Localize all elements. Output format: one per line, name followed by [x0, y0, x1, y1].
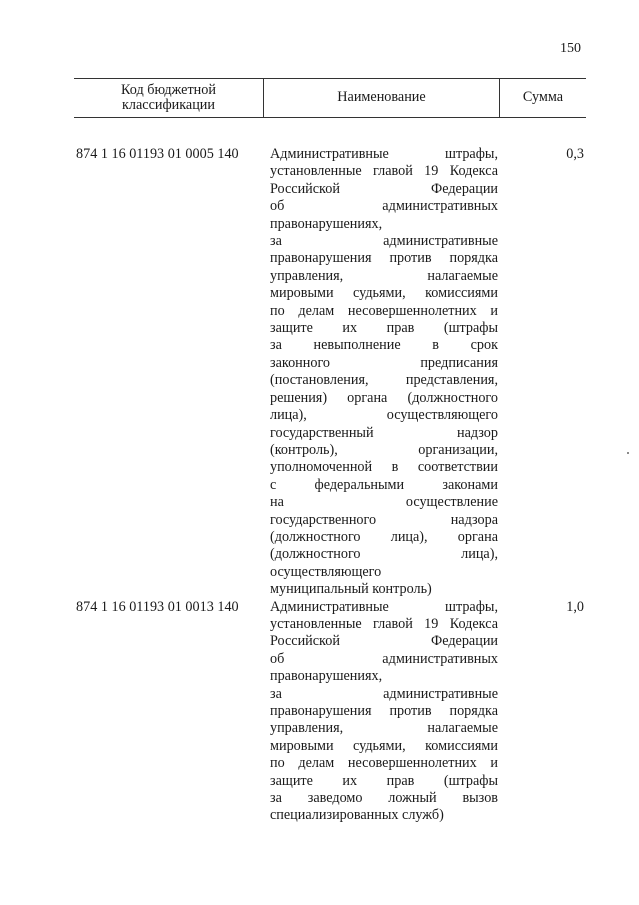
name-line: за административные [270, 233, 498, 250]
name-line: на осуществление [270, 494, 498, 511]
row-code: 874 1 16 01193 01 0005 140 [76, 146, 239, 162]
name-line: государственный надзор [270, 424, 498, 441]
row-sum: 0,3 [566, 146, 584, 162]
name-line: установленные главой 19 Кодекса [270, 615, 498, 632]
name-line: государственного надзора [270, 511, 498, 528]
name-line: лица), осуществляющего [270, 407, 498, 424]
row-sum: 1,0 [566, 598, 584, 615]
header-name: Наименование [264, 79, 500, 117]
name-line: по делам несовершеннолетних и [270, 302, 498, 319]
budget-table [74, 78, 586, 825]
row-name [266, 599, 498, 825]
name-line: Российской Федерации [270, 633, 498, 650]
name-line: управления, налагаемые [270, 267, 498, 284]
name-line: об административных [270, 198, 498, 215]
name-line: Административные штрафы, [270, 146, 498, 162]
name-line: Административные штрафы, [270, 598, 498, 615]
name-line: (контроль), организации, [270, 441, 498, 458]
name-line: установленные главой 19 Кодекса [270, 163, 498, 180]
name-line: правонарушения против порядка [270, 703, 498, 719]
name-line: защите их прав (штрафы [270, 320, 498, 337]
name-line: защите их прав (штрафы [270, 772, 498, 789]
name-line: с федеральными законами [270, 476, 498, 493]
name-line: (постановления, представления, [270, 372, 498, 389]
name-line: специализированных служб) [270, 807, 444, 824]
scan-artifact [627, 452, 629, 454]
table-header-row [74, 78, 586, 118]
name-line: мировыми судьями, комиссиями [270, 737, 498, 754]
table-body [74, 118, 586, 825]
name-line: за заведомо ложный вызов [270, 790, 498, 807]
name-line: законного предписания [270, 354, 498, 371]
table-row [74, 146, 586, 599]
header-sum: Сумма [522, 89, 564, 106]
row-name [266, 146, 498, 599]
name-line: муниципальный контроль) [270, 581, 432, 598]
name-line: (должностного лица), [270, 546, 498, 563]
name-line: Российской Федерации [270, 180, 498, 197]
name-line: за административные [270, 685, 498, 702]
name-line: (должностного лица), органа [270, 528, 498, 545]
header-code: Код бюджетной классификации [74, 79, 264, 117]
name-line: осуществляющего [270, 563, 382, 580]
name-line: об административных [270, 650, 498, 667]
name-line: мировыми судьями, комиссиями [270, 285, 498, 302]
table-row [74, 599, 586, 825]
name-line: правонарушениях, [270, 668, 383, 685]
name-line: правонарушения против порядка [270, 250, 498, 267]
name-line: решения) органа (должностного [270, 389, 498, 406]
name-line: правонарушениях, [270, 215, 383, 232]
row-code: 874 1 16 01193 01 0013 140 [76, 598, 239, 615]
name-line: за невыполнение в срок [270, 337, 498, 354]
name-line: по делам несовершеннолетних и [270, 755, 498, 772]
name-line: уполномоченной в соответствии [270, 459, 498, 476]
name-line: управления, налагаемые [270, 720, 498, 737]
page-number: 150 [560, 41, 581, 56]
